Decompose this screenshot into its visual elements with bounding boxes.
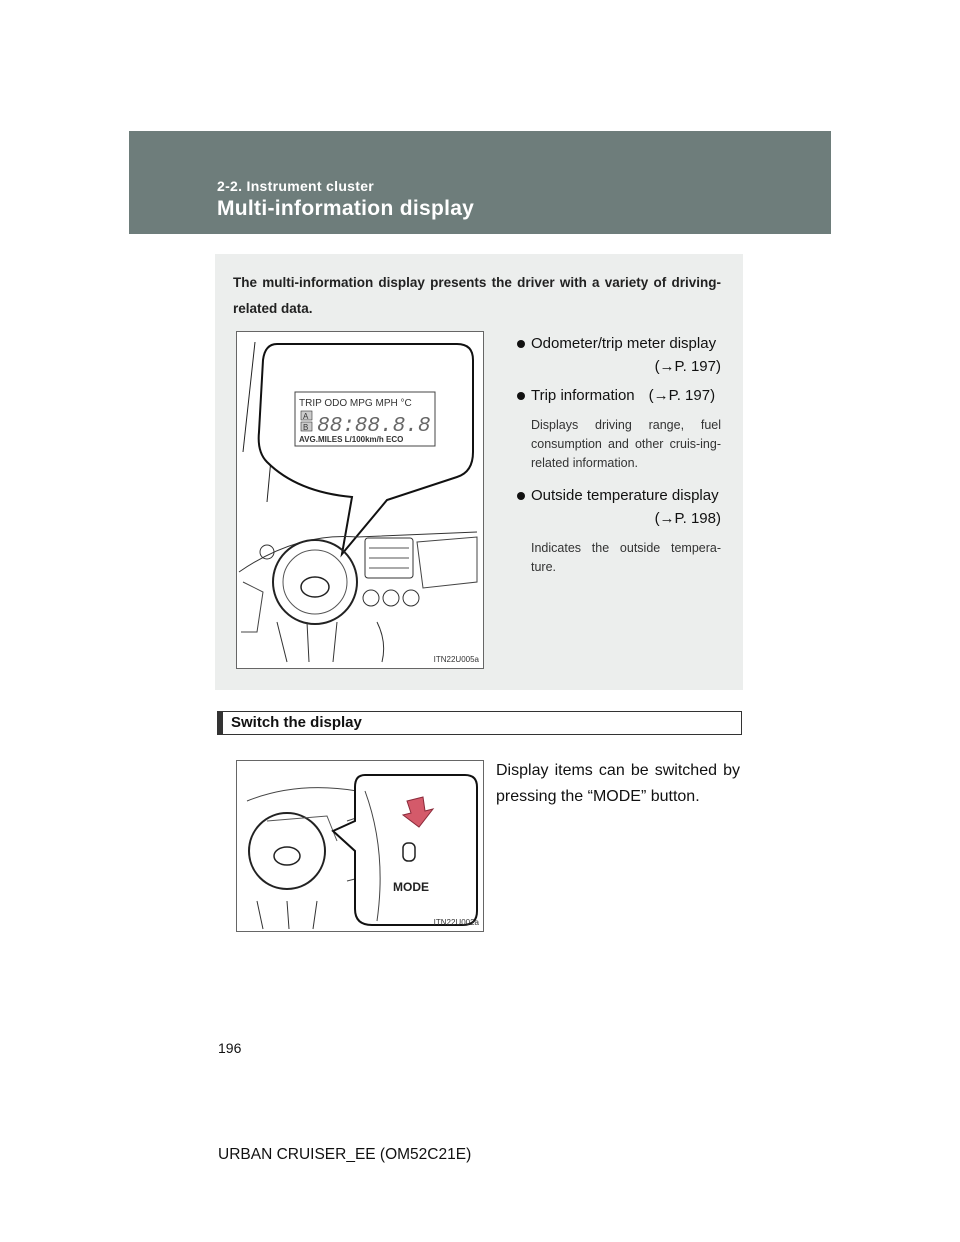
trip-b-label: B — [303, 423, 309, 432]
section-label: 2-2. Instrument cluster — [217, 178, 375, 194]
display-bottom-labels: AVG.MILES L/100km/h ECO — [299, 435, 404, 444]
subsection-title: Switch the display — [231, 714, 362, 731]
mode-button-label: MODE — [393, 880, 429, 894]
display-digits: 88:88.8.8 — [317, 415, 431, 438]
mode-button-drawing — [237, 761, 483, 931]
page-title: Multi-information display — [217, 197, 475, 220]
mode-button-illustration — [236, 760, 484, 932]
subsection-heading — [217, 711, 742, 735]
bullet-item-outside-temperature — [517, 487, 721, 577]
bullet-list — [517, 335, 721, 577]
bullet-title — [517, 387, 721, 404]
intro-text: The multi-information display presents the driver with a variety of driving-related data. — [233, 275, 721, 316]
bullet-title-text: Trip information — [531, 387, 635, 404]
switch-description: Display items can be switched by pressing the “MODE” button. — [496, 762, 740, 805]
page-number: 196 — [218, 1040, 242, 1056]
page-reference: (→P. 197) — [648, 387, 716, 404]
bullet-description: Displays driving range, fuel consumption and other cruis-ing-related information. — [531, 418, 721, 470]
page-header — [129, 131, 831, 234]
bullet-title: Outside temperature display — [517, 487, 721, 504]
display-top-labels: TRIP ODO MPG MPH °C — [299, 398, 412, 409]
dashboard-illustration — [236, 331, 484, 669]
bullet-description: Indicates the outside tempera-ture. — [531, 541, 721, 574]
page-reference: (→P. 197) — [654, 358, 721, 375]
bullet-item-odometer — [517, 335, 721, 375]
bullet-title: Odometer/trip meter display — [517, 335, 721, 352]
dashboard-drawing — [237, 332, 483, 668]
trip-a-label: A — [303, 412, 309, 421]
document-footer: URBAN CRUISER_EE (OM52C21E) — [218, 1146, 472, 1163]
figure-code: ITN22U005a — [433, 655, 479, 664]
page-reference: (→P. 198) — [654, 510, 721, 527]
figure-code: ITN22U002a — [433, 918, 479, 927]
bullet-item-trip-information — [517, 387, 721, 473]
